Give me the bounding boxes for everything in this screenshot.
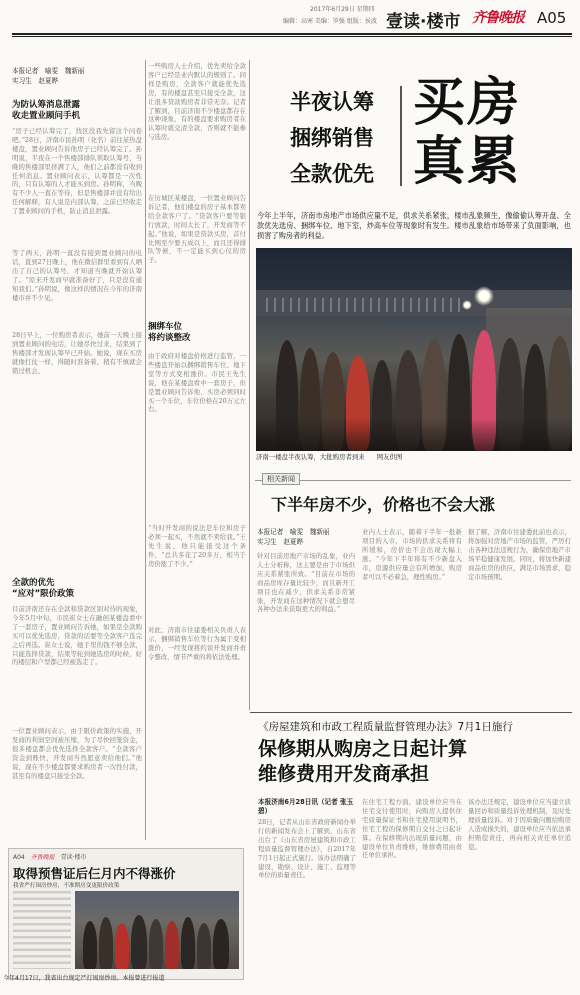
left-byline-2: 实习生 赵夏晔: [12, 77, 59, 85]
headline-kicker-1: 半夜认筹: [290, 90, 374, 114]
left-byline-1: 本报记者 喻雯 魏新丽: [12, 67, 85, 75]
left-body-3: 28日早上，一位购房者表示，她前一天晚上接到置业顾问的电话，让她尽快过来，结果到了售楼部才发现认筹早已开始。她说，现在买房就像打仗一样，得随时准备着，稍有不慎就会错过机会。: [12, 331, 142, 375]
headline-divider: [400, 86, 402, 186]
mid-body-4: “当时开发商的说法是车位和房子必须一起买，不然就不卖给我。”王先生说，他只能接受这个条件，“总共多花了20多万，相当于房价涨了不少。”: [148, 524, 246, 568]
bottom-body-3: 该办法还规定，建设单位应当建立质量回访和质量投诉处理机制，及时处理质量投诉。对于因质量问题给购房人造成损失的，建设单位应当依法承担赔偿责任，再向相关责任单位追偿。: [468, 798, 571, 851]
related-body-3: 据了解，济南市住建委此前也表示，将加强对房地产市场的监管，严厉打击各种违法违规行为，确保房地产市场平稳健康发展。同时，将加快新建商品住房的供应，满足市场需求，稳定市场预期。: [468, 528, 571, 581]
related-body-2: 业内人士表示，随着下半年一批新项目的入市，市场的供求关系将有所缓和，房价也不会出现大幅上涨。“今年下半年将有不少新盘入市，房源供应量会有所增加，购房者可以不必着急，理性购房。”: [362, 528, 462, 581]
related-byline-1: 本报记者 喻雯 魏新丽: [257, 528, 330, 536]
photo-caption: [256, 452, 402, 461]
bottom-kicker: 《房屋建筑和市政工程质量监督管理办法》7月1日施行: [258, 721, 513, 733]
photo-caption-text: 济南一楼盘半夜认筹，大批购房者到来: [256, 453, 365, 461]
newspaper-logo: 齐鲁晚报: [472, 10, 524, 26]
related-body-1: 针对目前房地产市场的乱象，业内人士分析称，这主要是由于市场供应关系紧张所致。“目前在市场的商品房库存量比较少，而且新开工项目也在减少，供求关系非常紧张，开发商在这种情况下就会想尽各种办法来获取更大的利益。”: [257, 552, 355, 614]
inset-paper-name: 齐鲁晚报: [30, 854, 55, 861]
inset-caption: 今年4月17日，我省出台规定严打囤房炒房。本报曾进行报道: [3, 975, 165, 982]
headline-kicker-2: 捆绑销售: [290, 126, 374, 150]
headline-main-1: 买房: [413, 73, 522, 133]
staff-line: 编辑：高寒 美编：罗强 组版：侯波: [283, 18, 377, 25]
related-news-tag: 相关新闻: [262, 473, 300, 485]
mid-body-3: 由于政府对楼盘价格进行监管，一些楼盘开始以捆绑销售车位、地下室等方式变相涨价。市民王先生说，他在某楼盘看中一套房子，但是置业顾问告诉他，买房必须同时买一个车位，车位价格在20万元左右。: [148, 352, 246, 414]
related-headline: 下半年房不少，价格也不会大涨: [271, 495, 496, 514]
left-body-4: 目前济南还存在全款和贷款区别对待的现象，今年5月中旬，市民崔女士在融创某楼盘看中了一套房子，置业顾问告诉她，如果是全款购买可以优先选房，贷款的话要等全款客户选完之后再选。崔女士说，她手里的钱不够全款，只能选择贷款，结果等轮到她选房的时候，好的楼层和户型都已经被选走了。: [12, 605, 142, 667]
bottom-body-1: 28日，记者从山东省政府新闻办举行的新闻发布会上了解到，山东省出台了《山东省房屋建筑和市政工程质量监督管理办法》，自2017年7月1日起正式施行。该办法明确了建设、勘察、设计、施工、监理等单位的质量责任。: [258, 818, 356, 880]
left-body-5: 一位置业顾问表示，由于限价政策的实施，开发商的利润空间被压缩，为了尽快回笼资金，很多楼盘都会优先选择全款客户。“全款客户资金到账快，开发商当然愿意卖给他们。”他说，现在不少楼盘都要求购房者一次性付款，甚至有的楼盘只接受全款。: [12, 727, 142, 780]
inset-subheadline: 我省严打囤房炒房，不准期房变更限价政策: [13, 883, 120, 889]
main-photo: [256, 248, 572, 451]
bottom-body-2: 在住宅工程方面，建设单位应当在住宅交付使用时，向购房人提供住宅质量保证书和住宅使用说明书，住宅工程的保修期自交付之日起计算。在保修期内出现质量问题，由建设单位负责维修，维修费用由责任单位承担。: [362, 798, 462, 860]
left-subhead-2: 全款的优先 “应对”限价政策: [12, 578, 75, 599]
headline-main-2: 真累: [413, 132, 522, 192]
mid-body-5: 对此，济南市住建委相关负责人表示，捆绑销售车位等行为属于变相涨价，一经发现将约谈开发商并责令整改，情节严重的将依法处理。: [148, 626, 246, 661]
bottom-headline-1: 保修期从购房之日起计算: [258, 738, 468, 760]
mid-body-1: 一些购房人士介绍，优先卖给全款客户已经是业内默认的规则了。同样是购房，全款客户就能优先选房，有的楼盘甚至只接受全款，这让很多贷款购房者非常无奈。记者了解到，目前济南不少楼盘都存在这种现象，有的楼盘要求购房者在认筹时就交清全款，否则就不能参与选房。: [148, 62, 246, 142]
headline-kicker-3: 全款优先: [290, 162, 374, 186]
related-rule: [255, 480, 571, 481]
inset-photo: [75, 891, 239, 969]
photo-credit: 网友供图: [376, 453, 403, 461]
inset-headline: 取得预售证后仨月内不得涨价: [13, 866, 176, 881]
left-body-2: 等了两天，孙明一直没有接到置业顾问的电话，直到27日晚上，他在微信群里看到有人晒出了自己的认筹号，才知道当晚就开始认筹了。“原来开发商早就准备好了，只是没有通知我们。”孙明说，像这样的情况在今年的济南楼市并不少见。: [12, 249, 142, 302]
header-rule-thin: [12, 36, 572, 37]
left-body-1: “房子已经认筹完了，找区没我先留这个问卷吧。”28日，济南市民孙明（化名）前往某热盘楼盘，置业顾问告诉他房子已经认筹完了。孙明说，半夜在一个售楼部排队领取认筹号，当晚的售楼部里挤满了人，他们之前都没有收到任何消息。置业顾问表示，认筹都是一次性的，只有认筹的人才能买到房。孙明称，当晚有不少人一直在等待，但是售楼部并没有给出任何解释，有人说是内部认筹，之前已经收走了置业顾问的手机，防止消息泄露。: [12, 127, 142, 216]
column-divider: [145, 60, 146, 840]
bottom-lead: 本报济南6月28日讯（记者 张玉碧）: [258, 798, 354, 815]
bottom-headline-2: 维修费用开发商承担: [258, 763, 430, 785]
page-number: A05: [537, 9, 567, 27]
date-line: 2017年6月29日 星期四: [310, 6, 375, 13]
column-divider: [249, 60, 250, 710]
mid-body-2: 在历城区某楼盘，一位置业顾问告诉记者，他们楼盘的房子基本都卖给全款客户了。“贷款客户要等银行放款，时间太长了，开发商等不起。”他说，如果是贷款买房，首付比例至少要五成以上，而且还得排队等候，不一定能买到心仪的房子。: [148, 194, 246, 265]
left-subhead-1: 为防认筹消息泄露 收走置业顾问手机: [12, 100, 81, 121]
related-byline-2: 实习生 赵夏晔: [257, 538, 304, 546]
mid-subhead: 捆绑车位 将约谈整改: [148, 322, 191, 343]
inset-page-tag: A04: [13, 854, 25, 861]
headline-intro: 今年上半年，济南市房地产市场供应量不足，供求关系紧张，楼市乱象频生，像偷偷认筹开盘、全款优先选房、捆绑车位、地下室，炒高车位等现象时有发生。楼市乱象给市场带来了负面影响，也损害了购房者的利益。: [257, 211, 571, 241]
inset-body-text: [13, 891, 71, 969]
inset-section: 壹读·楼市: [60, 854, 87, 861]
bottom-rule: [250, 712, 572, 713]
header-rule: [12, 33, 572, 35]
inset-clipping: [3, 848, 244, 982]
section-title: 壹读·楼市: [386, 12, 461, 32]
